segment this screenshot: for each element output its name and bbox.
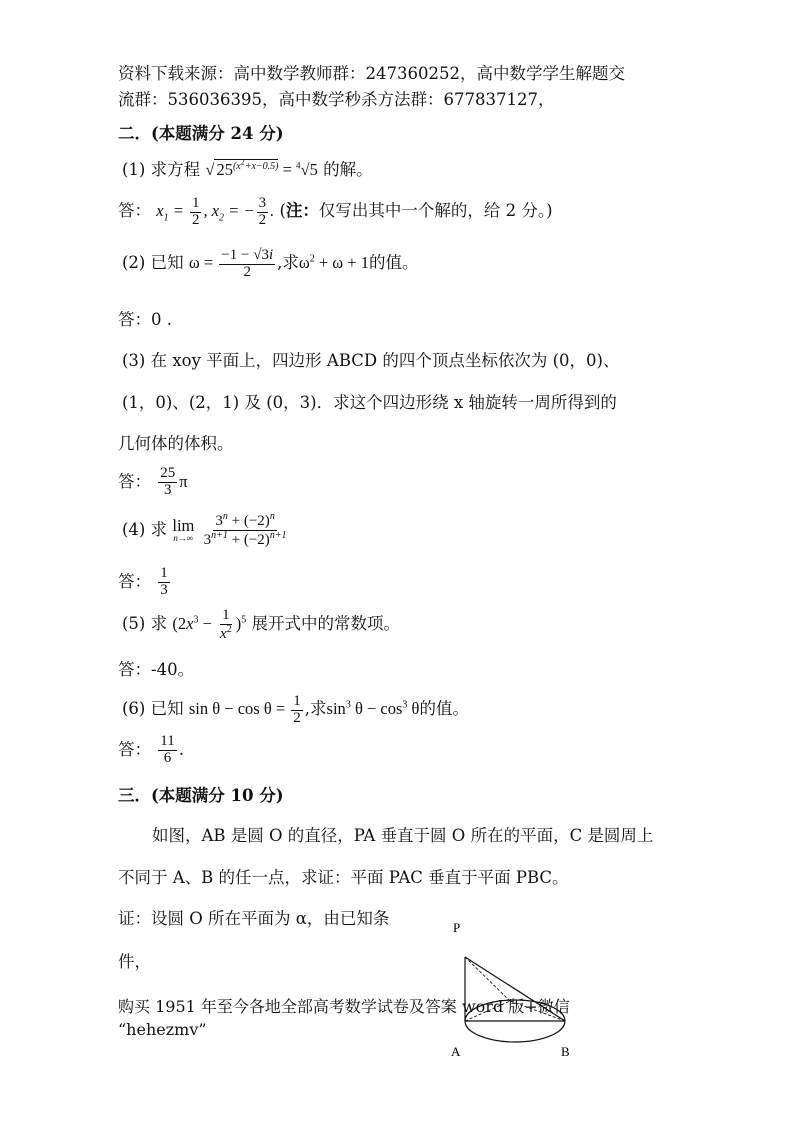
a6-numerator: 11 xyxy=(160,733,175,749)
question-6 xyxy=(122,694,469,727)
q6-suffix: 的值。 xyxy=(419,699,469,719)
a4-numerator: 1 xyxy=(160,565,168,581)
a4-denominator: 3 xyxy=(160,581,168,598)
geometry-figure xyxy=(440,912,590,1062)
section3-title: 三．(本题满分 10 分) xyxy=(118,786,284,805)
question-3-line-2: (1，0)、(2，1) 及 (0，3)．求这个四边形绕 x 轴旋转一周所得到的 xyxy=(122,393,617,412)
question-2 xyxy=(122,248,418,281)
label-a: A xyxy=(451,1044,461,1059)
answer-4 xyxy=(118,566,172,599)
q4-fraction: $\frac{3^n + (-2)^n}{3^{n+1} + (-2)^{n+1}}$ xyxy=(203,511,287,548)
header-line-1: 资料下载来源：高中数学教师群：247360252，高中数学学生解题交 xyxy=(118,64,625,83)
a3-prefix: 答： xyxy=(118,471,151,491)
a6-denominator: 6 xyxy=(163,749,172,766)
a1-values: $x_1$ = $\frac{1}{2}$ , $x_2$ = − $\frac{3}{2}$ . xyxy=(156,195,275,228)
label-b: B xyxy=(561,1044,570,1059)
proof-line-2: 件， xyxy=(118,952,151,971)
segment-pc xyxy=(465,957,510,1001)
q5-suffix: 展开式中的常数项。 xyxy=(251,614,400,634)
q5-prefix: (5) 求 xyxy=(122,614,168,634)
answer-5: 答：-40。 xyxy=(118,660,195,679)
segment-pb xyxy=(465,957,565,1021)
a6-prefix: 答： xyxy=(118,739,151,759)
q6-prefix: (6) 已知 xyxy=(122,699,184,719)
q1-equation: √ $25^{(x^2+x-0.5)} = ^4√5$ xyxy=(205,157,318,179)
q6-expression: $\sin^3 \theta - \cos^3 \theta$ xyxy=(326,699,420,719)
q1-suffix: 的解。 xyxy=(323,160,373,179)
question-3-line-1: (3) 在 xoy 平面上，四边形 ABCD 的四个顶点坐标依次为 (0，0)、 xyxy=(122,351,620,370)
proof-line-1: 证：设圆 O 所在平面为 α，由已知条 xyxy=(118,909,390,928)
q4-prefix: (4) 求 xyxy=(122,519,168,539)
q5-binomial: ($2x^3$ − $\frac{1}{x^2}$ )$^5$ xyxy=(172,607,247,642)
answer-3 xyxy=(118,466,188,499)
question-3-line-3: 几何体的体积。 xyxy=(118,434,234,453)
q2-omega: ω = $\frac{-1 - √3i}{2}$ xyxy=(188,247,274,280)
question-1 xyxy=(122,156,373,180)
answer-1: 答： $x_1$ = $\frac{1}{2}$ , $x_2$ = − $\frac{3}{2}$ . (注：仅写出其中一个解的，给 2 分。) xyxy=(118,195,553,228)
a1-note-label: 注： xyxy=(285,201,319,221)
answer-6: 答： $\frac{11}{6}$ . xyxy=(118,733,184,766)
footer-ad-1: 购买 1951 年至今各地全部高考数学试卷及答案 word 版+微信 xyxy=(118,997,570,1016)
q2-prefix: (2) 已知 xyxy=(122,253,184,273)
a3-denominator: 3 xyxy=(164,481,172,498)
answer-2: 答：0 . xyxy=(118,310,172,329)
a1-prefix: 答： xyxy=(118,201,151,221)
q2-expression: $\omega^2 + \omega + 1$ xyxy=(298,253,369,273)
a1-note: 仅写出其中一个解的，给 2 分。) xyxy=(318,201,553,221)
header-line-2: 流群：536036395，高中数学秒杀方法群：677837127， xyxy=(118,90,555,109)
q1-prefix: (1) 求方程 xyxy=(122,160,201,179)
a3-numerator: 25 xyxy=(160,465,176,481)
q4-limit: lim n→∞ xyxy=(172,515,195,543)
a3-pi: π xyxy=(179,471,188,491)
question-5 xyxy=(122,608,400,643)
label-p: P xyxy=(453,920,461,935)
footer-ad-2: “hehezmv” xyxy=(118,1020,207,1039)
q6-mid: ,求 xyxy=(304,699,327,719)
section2-title: 二．(本题满分 24 分) xyxy=(118,124,284,143)
section3-body-2: 不同于 A、B 的任一点，求证：平面 PAC 垂直于平面 PBC。 xyxy=(118,868,569,887)
section3-body-1: 如图，AB 是圆 O 的直径，PA 垂直于圆 O 所在的平面，C 是圆周上 xyxy=(152,826,654,845)
q2-mid: ,求 xyxy=(277,253,299,273)
q2-suffix: 的值。 xyxy=(368,253,419,273)
question-4 xyxy=(122,512,291,549)
q6-condition: sin θ − cos θ = $\frac{1}{2}$ xyxy=(188,693,301,726)
a4-prefix: 答： xyxy=(118,571,151,591)
